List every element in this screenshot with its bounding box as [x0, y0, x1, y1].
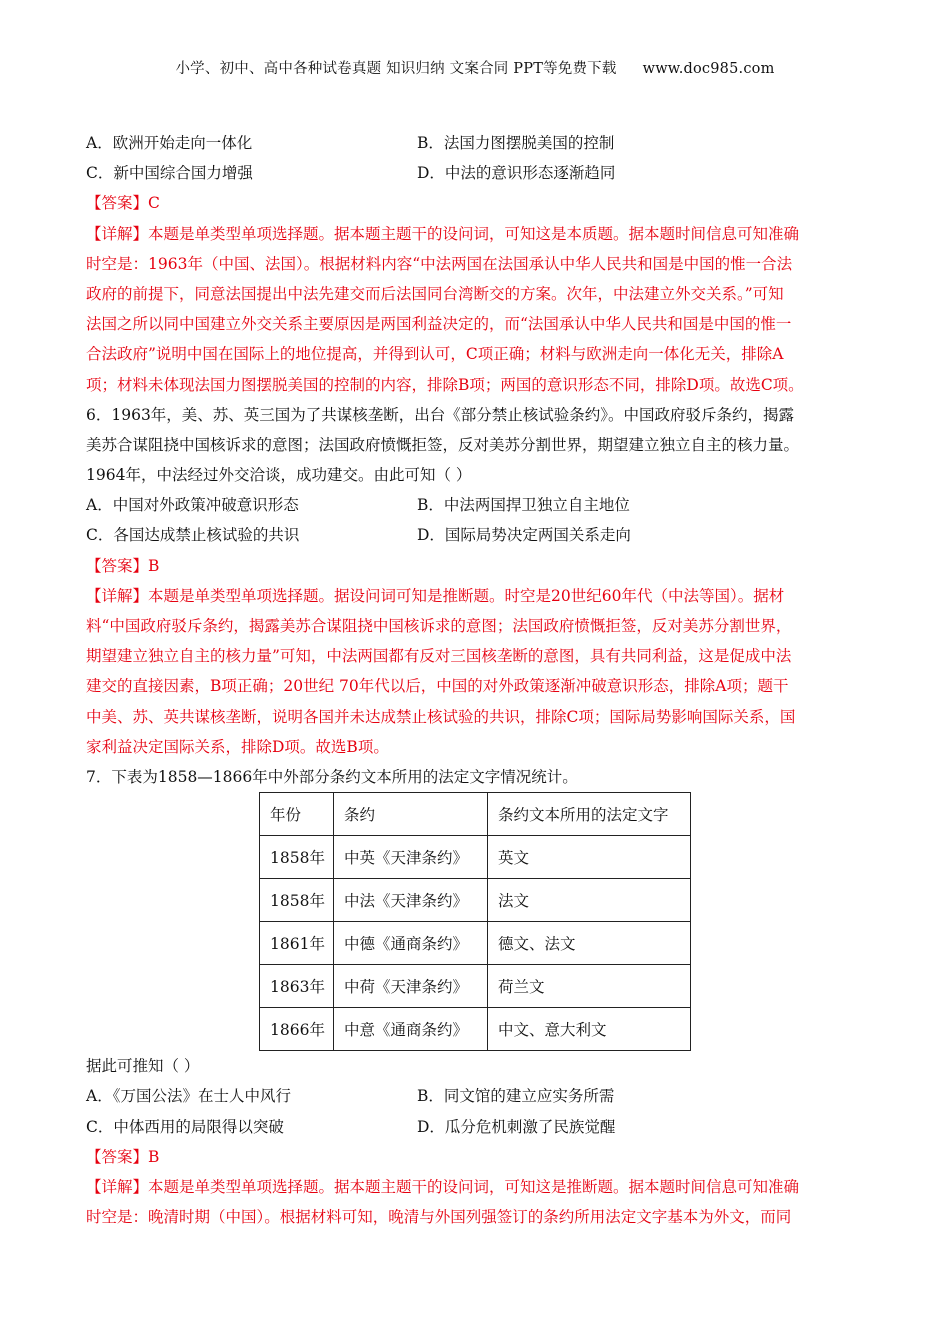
stem-line: 美苏合谋阻挠中国核诉求的意图；法国政府愤慨拒签，反对美苏分割世界，期望建立独立自主的核力量。 [86, 435, 800, 454]
option-row [86, 158, 876, 188]
option-row [86, 128, 876, 158]
table-cell: 法文 [488, 879, 691, 922]
option-d: D．国际局势决定两国关系走向 [417, 526, 631, 545]
q7-prompt: 据此可推知（ ） [86, 1057, 200, 1076]
table-header-cell: 条约文本所用的法定文字 [488, 793, 691, 836]
option-a: A．欧洲开始走向一体化 [86, 134, 253, 152]
table-header-cell: 条约 [334, 793, 488, 836]
option-c: C．各国达成禁止核试验的共识 [86, 526, 300, 545]
explain-line: 期望建立独立自主的核力量”可知，中法两国都有反对三国核垄断的意图，具有共同利益，这是促成中法 [86, 647, 792, 666]
explain-line: 家利益决定国际关系，排除D项。故选B项。 [86, 737, 389, 756]
option-row [86, 490, 876, 520]
q5-explanation [86, 219, 876, 400]
table-cell: 1861年 [260, 922, 334, 965]
table-row [260, 922, 691, 965]
explain-line: 时空是：晚清时期（中国）。根据材料可知，晚清与外国列强签订的条约所用法定文字基本为外文，而同 [86, 1208, 792, 1227]
explain-line: 合法政府”说明中国在国际上的地位提高，并得到认可，C项正确；材料与欧洲走向一体化无关，排除A [86, 345, 784, 364]
q7-stem: 7．下表为1858—1866年中外部分条约文本所用的法定文字情况统计。 [86, 767, 578, 786]
explain-line: 法国之所以同中国建立外交关系主要原因是两国利益决定的，而“法国承认中华人民共和国是中国的惟一 [86, 315, 792, 334]
explain-line: 政府的前提下，同意法国提出中法先建交而后法国同台湾断交的方案。次年，中法建立外交关系。”可知 [86, 284, 784, 303]
document-body [86, 128, 876, 1232]
stem-line: 6．1963年，美、苏、英三国为了共谋核垄断，出台《部分禁止核试验条约》。中国政府驳斥条约，揭露 [86, 405, 795, 424]
option-b: B．中法两国捍卫独立自主地位 [417, 496, 630, 515]
option-d: D．瓜分危机刺激了民族觉醒 [417, 1117, 616, 1136]
q7-explanation [86, 1172, 876, 1232]
option-row [86, 1081, 876, 1111]
table-cell: 中英《天津条约》 [334, 836, 488, 879]
option-a: A．中国对外政策冲破意识形态 [86, 496, 299, 515]
page-header [0, 57, 950, 78]
table-row [260, 1008, 691, 1051]
option-row [86, 1112, 876, 1142]
header-site-link[interactable]: www.doc985.com [642, 61, 775, 77]
option-c: C．中体西用的局限得以突破 [86, 1117, 284, 1136]
explain-line: 料“中国政府驳斥条约，揭露美苏合谋阻挠中国核诉求的意图；法国政府愤慨拒签，反对美苏分割世界， [86, 617, 792, 635]
option-b: B．同文馆的建立应实务所需 [417, 1087, 615, 1106]
table-cell: 1858年 [260, 879, 334, 922]
treaty-table [259, 792, 691, 1051]
option-c: C．新中国综合国力增强 [86, 164, 253, 183]
explain-line: 项；材料未体现法国力图摆脱美国的控制的内容，排除B项；两国的意识形态不同，排除D项。故选C项。 [86, 375, 804, 394]
option-a: A．《万国公法》在士人中风行 [86, 1087, 291, 1106]
explain-line: 【详解】本题是单类型单项选择题。据本题主题干的设问词，可知这是推断题。据本题时间信息可知准确 [86, 1177, 800, 1196]
explain-line: 【详解】本题是单类型单项选择题。据设问词可知是推断题。时空是20世纪60年代（中法等国）。据材 [86, 586, 785, 605]
option-d: D．中法的意识形态逐渐趋同 [417, 164, 616, 183]
q6-answer: 【答案】B [86, 556, 160, 575]
table-cell: 中德《通商条约》 [334, 922, 488, 965]
table-cell: 中法《天津条约》 [334, 879, 488, 922]
table-cell: 1863年 [260, 965, 334, 1008]
explain-line: 时空是：1963年（中国、法国）。根据材料内容“中法两国在法国承认中华人民共和国是中国的惟一合法 [86, 254, 793, 273]
table-cell: 中意《通商条约》 [334, 1008, 488, 1051]
q5-options [86, 128, 876, 188]
q6-stem [86, 400, 876, 491]
explain-line: 建交的直接因素，B项正确；20世纪 70年代以后，中国的对外政策逐渐冲破意识形态，排除A项；题干 [86, 677, 789, 696]
q6-explanation [86, 581, 876, 762]
table-cell: 荷兰文 [488, 965, 691, 1008]
table-cell: 中荷《天津条约》 [334, 965, 488, 1008]
table-cell: 1858年 [260, 836, 334, 879]
explain-line: 【详解】本题是单类型单项选择题。据本题主题干的设问词，可知这是本质题。据本题时间信息可知准确 [86, 224, 800, 243]
option-b: B．法国力图摆脱美国的控制 [417, 134, 615, 152]
q7-options [86, 1081, 876, 1141]
table-row [260, 836, 691, 879]
table-header-cell: 年份 [260, 793, 334, 836]
table-cell: 德文、法文 [488, 922, 691, 965]
table-cell: 英文 [488, 836, 691, 879]
q6-options [86, 490, 876, 550]
table-row [260, 879, 691, 922]
table-header-row [260, 793, 691, 836]
q5-answer: 【答案】C [86, 194, 160, 213]
table-cell: 1866年 [260, 1008, 334, 1051]
table-cell: 中文、意大利文 [488, 1008, 691, 1051]
explain-line: 中美、苏、英共谋核垄断，说明各国并未达成禁止核试验的共识，排除C项；国际局势影响国际关系，国 [86, 707, 796, 726]
q7-answer: 【答案】B [86, 1147, 160, 1166]
table-row [260, 965, 691, 1008]
option-row [86, 520, 876, 550]
header-text: 小学、初中、高中各种试卷真题 知识归纳 文案合同 PPT等免费下载 [175, 61, 617, 77]
stem-line: 1964年，中法经过外交洽谈，成功建交。由此可知（ ） [86, 466, 472, 485]
